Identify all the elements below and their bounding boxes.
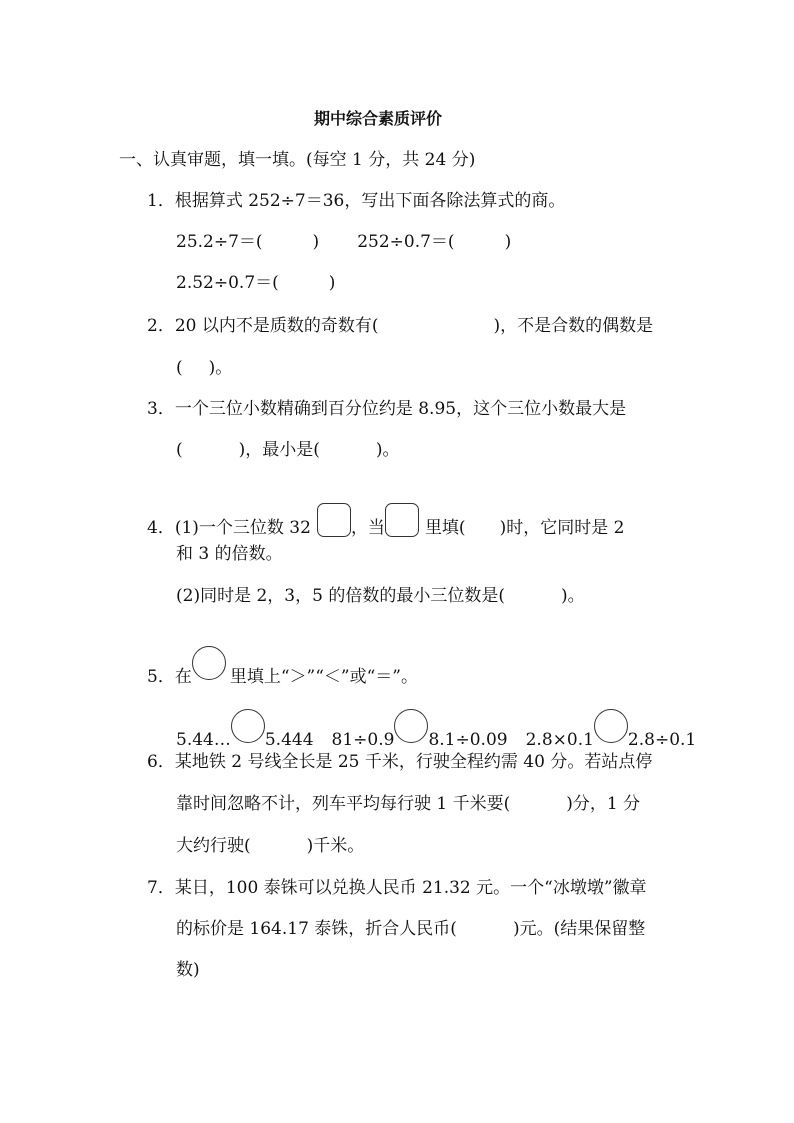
- q5-expr-1a: 5.44…: [176, 730, 231, 750]
- q4-part-3: 里填(: [424, 518, 466, 538]
- question-6-line-1: 6．某地铁 2 号线全长是 25 千米，行驶全程约需 40 分。若站点停: [147, 752, 653, 772]
- q1-expr-a: 25.2÷7＝(: [176, 232, 263, 252]
- q5-part-1: 5．在: [147, 667, 192, 687]
- question-7-line-2: [176, 917, 645, 941]
- compare-circle: [394, 709, 428, 743]
- q1-expr-b-close: ): [504, 232, 512, 252]
- page-title: 期中综合素质评价: [314, 109, 443, 128]
- q5-expr-3a: 2.8×0.1: [525, 730, 594, 750]
- question-2-line-2: [176, 356, 232, 380]
- q4-part-2-close: )。: [560, 586, 585, 606]
- q6-line-3b: )千米。: [306, 836, 365, 856]
- question-6-line-3: [176, 834, 364, 858]
- question-1-line-2: [176, 230, 511, 254]
- q6-line-2a: 靠时间忽略不计，列车平均每行驶 1 千米要(: [176, 794, 511, 814]
- question-7-line-3: 数): [176, 960, 200, 980]
- q6-line-2b: )分，1 分: [566, 794, 641, 814]
- q2-part-1: 2．20 以内不是质数的奇数有(: [147, 316, 379, 336]
- q4-part-2: ，当: [350, 518, 385, 538]
- question-5-expressions: [176, 709, 696, 752]
- q5-expr-2a: 81÷0.9: [331, 730, 395, 750]
- q3-close: )。: [375, 440, 400, 460]
- q3-open: (: [176, 440, 183, 460]
- question-3-line-2: [176, 438, 400, 462]
- q4-part-4: )时，它同时是 2: [499, 518, 625, 538]
- question-3-line-1: 3．一个三位小数精确到百分位约是 8.95，这个三位小数最大是: [147, 399, 627, 419]
- question-6-line-2: [176, 792, 640, 816]
- q6-line-3a: 大约行驶(: [176, 836, 251, 856]
- question-5-line-1: [147, 646, 418, 689]
- q3-mid: )，最小是(: [238, 440, 320, 460]
- question-4-line-1: [147, 503, 624, 540]
- q5-part-2: 里填上“＞”“＜”或“＝”。: [229, 667, 418, 687]
- q1-expr-c: 2.52÷0.7＝(: [176, 273, 279, 293]
- digit-box: [385, 503, 419, 537]
- q1-expr-c-close: ): [328, 273, 336, 293]
- q7-line-2a: 的标价是 164.17 泰铢，折合人民币(: [176, 919, 457, 939]
- q7-line-2b: )元。(结果保留整: [512, 919, 646, 939]
- question-4-line-3: [176, 584, 585, 608]
- q4-part-1: 4．(1)一个三位数 32: [147, 518, 311, 538]
- q1-expr-b: 252÷0.7＝(: [357, 232, 455, 252]
- digit-box: [317, 503, 351, 537]
- compare-circle: [231, 709, 265, 743]
- q2-line-2-open: (: [176, 358, 183, 378]
- q5-expr-2b: 8.1÷0.09: [428, 730, 508, 750]
- q4-part-2-open: (2)同时是 2，3，5 的倍数的最小三位数是(: [176, 586, 505, 606]
- compare-circle: [192, 646, 226, 680]
- section-heading: 一、认真审题，填一填。(每空 1 分，共 24 分): [119, 150, 476, 170]
- question-1-text: 1．根据算式 252÷7＝36，写出下面各除法算式的商。: [147, 191, 566, 211]
- question-2-line-1: [147, 314, 653, 338]
- question-4-line-2: 和 3 的倍数。: [176, 544, 283, 564]
- q2-line-2-close: )。: [208, 358, 233, 378]
- q1-expr-a-close: ): [312, 232, 320, 252]
- question-1-line-3: [176, 271, 335, 295]
- question-7-line-1: 7．某日，100 泰铢可以兑换人民币 21.32 元。一个“冰墩墩”徽章: [147, 878, 647, 898]
- q5-expr-3b: 2.8÷0.1: [627, 730, 697, 750]
- q5-expr-1b: 5.444: [264, 730, 314, 750]
- q2-part-2: )，不是合数的偶数是: [493, 316, 654, 336]
- compare-circle: [594, 709, 628, 743]
